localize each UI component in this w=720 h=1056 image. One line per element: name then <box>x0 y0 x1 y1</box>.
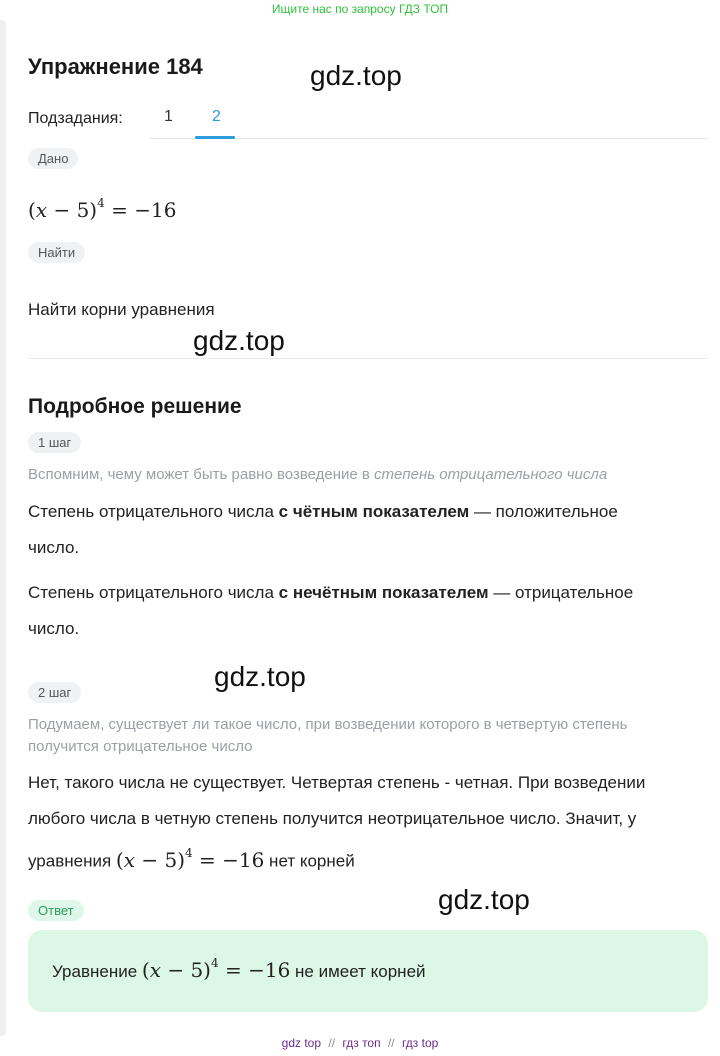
subtasks-label: Подзадания: <box>28 110 123 127</box>
step2-line-1: Нет, такого числа не существует. Четвертая степень - четная. При возведении <box>28 773 646 792</box>
step2-paragraph <box>28 765 708 880</box>
tab-subtask-1[interactable]: 1 <box>164 108 173 125</box>
step1-hint-italic: степень отрицательного числа <box>374 466 608 483</box>
answer-box <box>28 930 708 1012</box>
p2-bold: с нечётным показателем <box>278 583 489 602</box>
p1-bold: с чётным показателем <box>278 502 470 521</box>
step1-paragraph-1 <box>28 494 668 566</box>
exercise-title: Упражнение 184 <box>28 54 203 79</box>
step2-hint: Подумаем, существует ли такое число, при возведении которого в четвертую степень получится отрицательное число <box>28 716 628 755</box>
p1-text-end: — положительное число. <box>28 502 618 557</box>
search-banner[interactable]: Ищите нас по запросу ГДЗ ТОП <box>271 2 449 16</box>
exercise-card <box>6 18 720 1038</box>
answer-text <box>52 958 426 982</box>
subtasks-bar <box>28 108 708 140</box>
watermark-3: gdz.top <box>214 661 306 692</box>
answer-equation: $(x - 5)^4 = -16$ <box>141 956 291 982</box>
step2-line-3-suffix: нет корней <box>264 851 355 871</box>
p2-text: Степень отрицательного числа <box>28 583 279 602</box>
footer-link-3[interactable]: гдз top <box>401 1036 439 1050</box>
step2-line-2: любого числа в четную степень получится неотрицательное число. Значит, у <box>28 809 637 828</box>
footer-links <box>0 1036 720 1050</box>
step2-line-3-prefix: уравнения <box>28 851 116 871</box>
p2-text-end: — отрицательное число. <box>28 583 634 638</box>
watermark-4: gdz.top <box>438 884 530 915</box>
answer-badge: Ответ <box>28 900 84 921</box>
answer-suffix: не имеет корней <box>290 962 426 981</box>
step1-hint <box>28 464 607 486</box>
step1-paragraph-2 <box>28 575 678 647</box>
step1-hint-text: Вспомним, чему может быть равно возведение в <box>28 466 375 483</box>
footer-separator: // <box>328 1036 336 1050</box>
footer-link-1[interactable]: gdz top <box>281 1036 322 1050</box>
footer-separator: // <box>387 1036 395 1050</box>
step2-line-3 <box>28 837 708 880</box>
answer-prefix: Уравнение <box>52 962 142 981</box>
step2-badge: 2 шаг <box>28 682 81 703</box>
p1-text: Степень отрицательного числа <box>28 502 279 521</box>
section-divider <box>28 358 708 359</box>
tab-subtask-2[interactable]: 2 <box>212 108 221 125</box>
given-equation: $(x - 5)^4 = -16$ <box>28 196 177 222</box>
solution-title: Подробное решение <box>28 395 242 418</box>
watermark-2: gdz.top <box>193 325 285 356</box>
active-tab-indicator <box>195 136 235 139</box>
watermark-1: gdz.top <box>310 60 402 91</box>
step2-equation: $(x - 5)^4 = -16$ <box>115 846 265 872</box>
step1-badge: 1 шаг <box>28 432 81 453</box>
find-text: Найти корни уравнения <box>28 300 215 319</box>
footer-link-2[interactable]: гдз топ <box>342 1036 381 1050</box>
given-badge: Дано <box>28 148 78 169</box>
find-badge: Найти <box>28 242 85 263</box>
